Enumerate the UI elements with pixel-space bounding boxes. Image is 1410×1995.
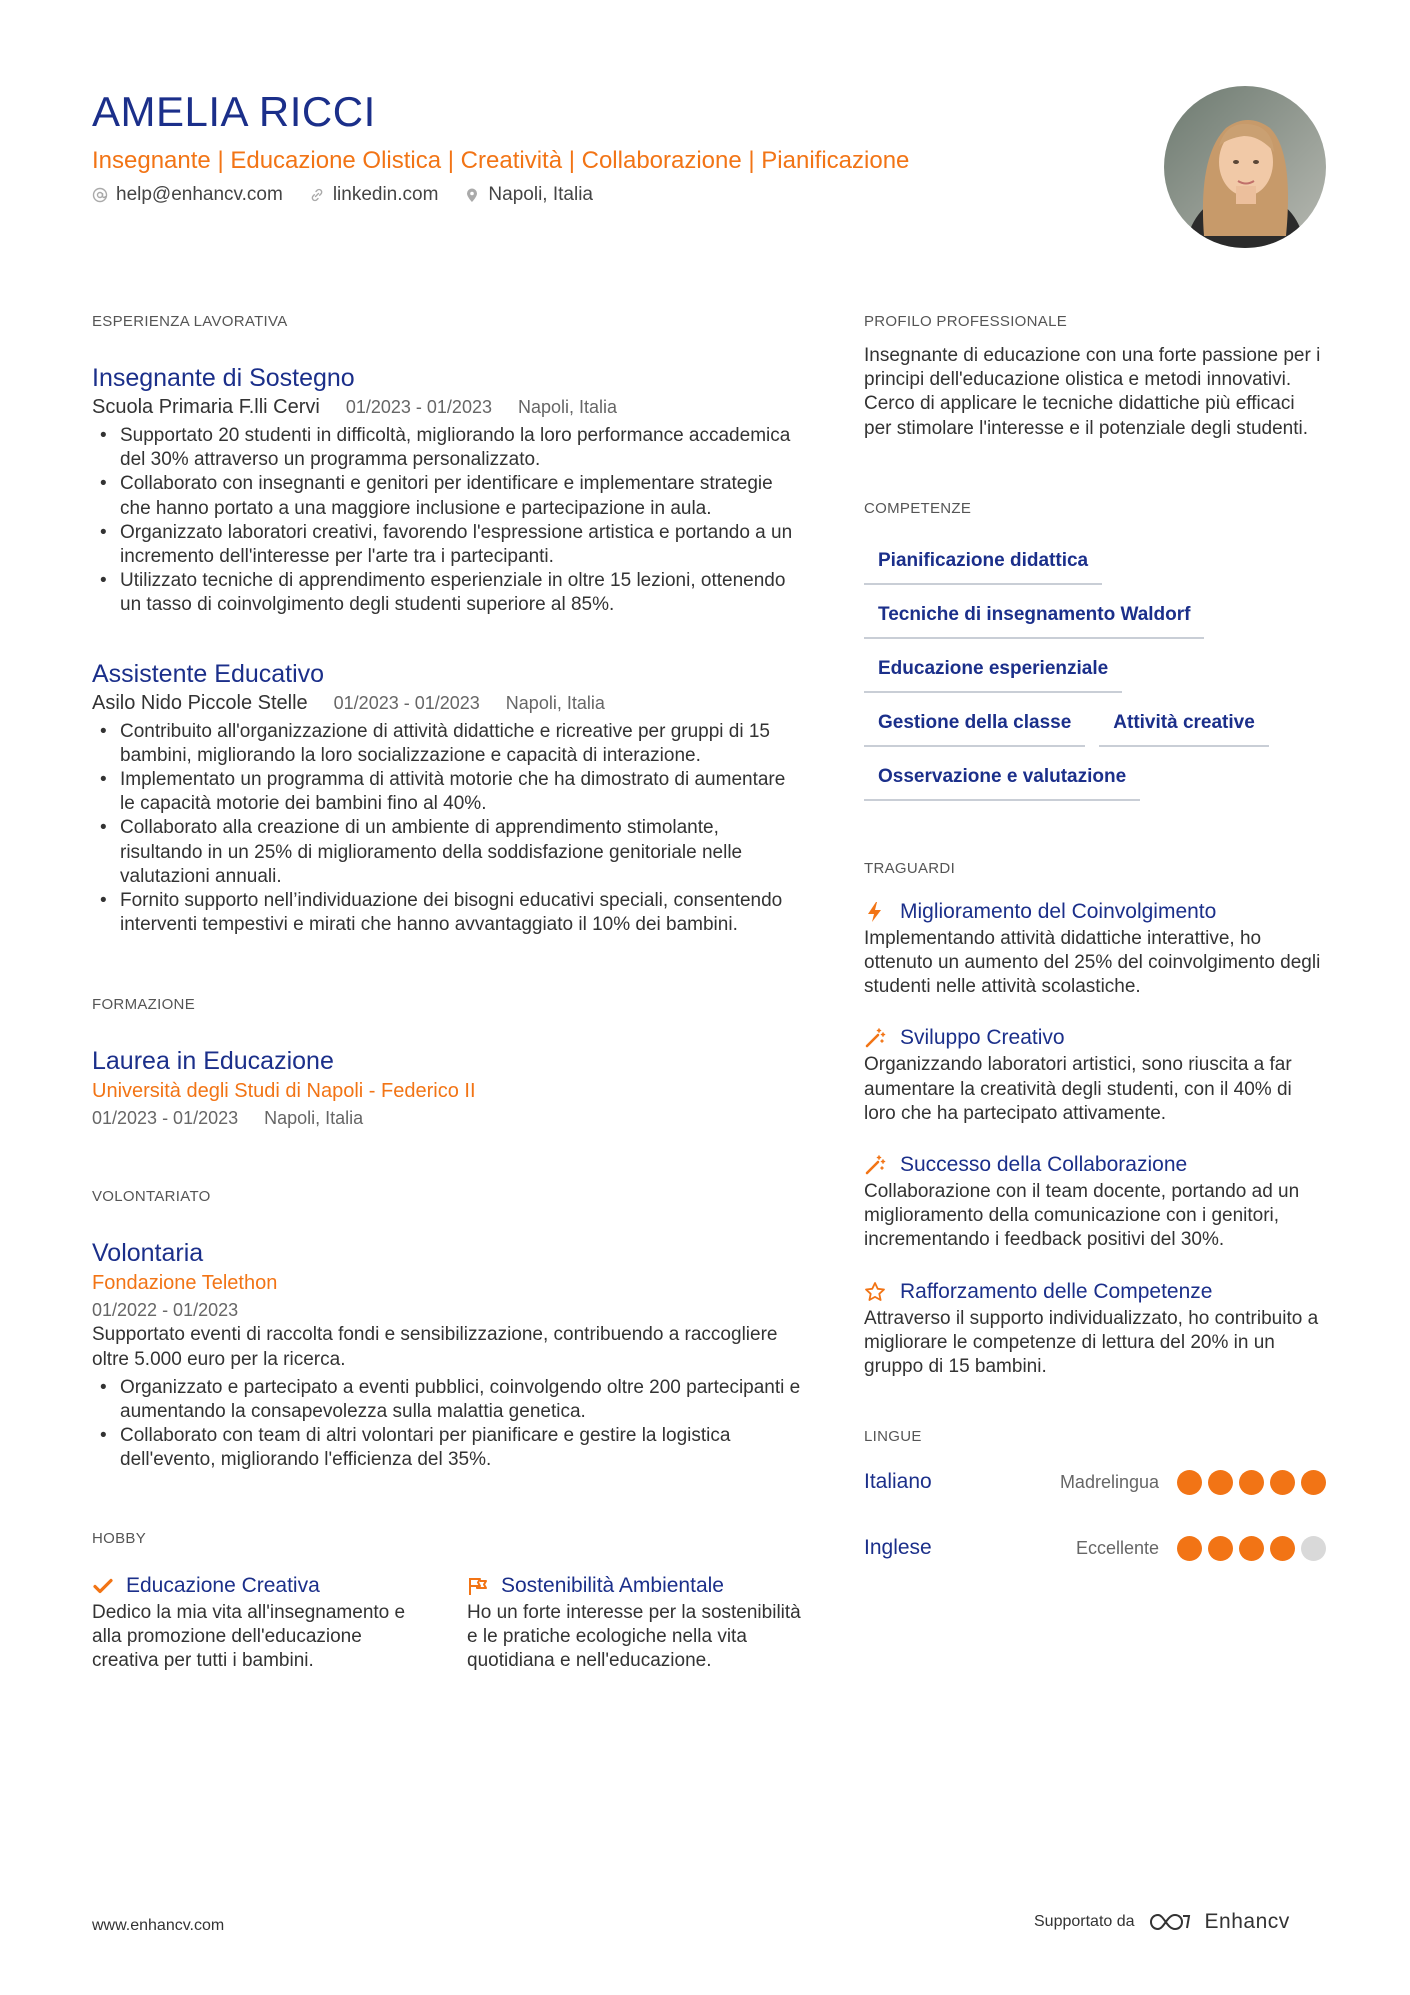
hobby-item <box>92 1571 427 1674</box>
footer-website[interactable]: www.enhancv.com <box>92 1917 225 1934</box>
achievement-text: Attraverso il supporto individualizzato, ho contribuito a migliorare le competenze di lettura del 20% in un gruppo di 15 bambini. <box>864 1307 1319 1378</box>
profile-title: PROFILO PROFESSIONALE <box>864 313 1068 330</box>
education-degree: Laurea in Educazione <box>92 1047 334 1076</box>
skills-list <box>864 539 1326 809</box>
location-pin-icon <box>464 187 480 203</box>
achievement-item <box>864 1277 1326 1380</box>
bullet-item: • Organizzato e partecipato a eventi pubblici, coinvolgendo oltre 200 partecipanti e aumentando la consapevolezza sulla malattia genetica. <box>92 1376 802 1424</box>
achievement-title: Successo della Collaborazione <box>900 1153 1188 1177</box>
rating-dot-empty <box>1301 1536 1326 1561</box>
hobby-header <box>92 1571 427 1601</box>
job-company: Asilo Nido Piccole Stelle <box>92 691 308 714</box>
resume-header <box>92 86 1092 206</box>
job-bullets <box>92 720 802 938</box>
skills-title: COMPETENZE <box>864 499 972 517</box>
job-role: Assistente Educativo <box>92 659 325 688</box>
candidate-name: AMELIA RICCI <box>92 88 376 135</box>
achievement-title: Miglioramento del Coinvolgimento <box>900 899 1217 923</box>
achievement-item <box>864 1023 1326 1126</box>
hobby-text: Dedico la mia vita all'insegnamento e alla promozione dell'educazione creativa per tutti i bambini. <box>92 1601 406 1672</box>
email-text: help@enhancv.com <box>116 184 283 205</box>
contact-location <box>464 184 593 206</box>
volunteering-bullets <box>92 1376 802 1473</box>
language-level: Madrelingua <box>1059 1471 1159 1492</box>
magic-wand-icon <box>864 1154 886 1176</box>
skill-tag: Tecniche di insegnamento Waldorf <box>864 593 1204 639</box>
experience-section <box>92 312 802 937</box>
bullet-item: • Contribuito all'organizzazione di attività didattiche e ricreative per gruppi di 15 bambini, migliorando la loro socializzazione e capacità di interazione. <box>92 720 802 768</box>
languages-title: LINGUE <box>864 1428 922 1446</box>
language-row <box>864 1467 1326 1497</box>
profile-photo <box>1164 86 1326 248</box>
language-name: Italiano <box>864 1470 932 1494</box>
contact-info <box>92 184 1092 206</box>
candidate-tagline: Insegnante | Educazione Olistica | Creatività | Collaborazione | Pianificazione <box>92 147 910 174</box>
achievement-header <box>864 1277 1326 1307</box>
education-dates: 01/2023 - 01/2023 <box>92 1108 239 1129</box>
skill-tag: Osservazione e valutazione <box>864 755 1140 801</box>
bullet-item: • Collaborato alla creazione di un ambiente di apprendimento stimolante, risultando in un 25% di miglioramento della soddisfazione genitoriale nelle valutazioni annuali. <box>92 816 802 889</box>
education-section <box>92 995 802 1131</box>
rating-dot-filled <box>1239 1536 1264 1561</box>
rating-dot-filled <box>1177 1536 1202 1561</box>
job-entry <box>92 658 802 938</box>
job-dates: 01/2023 - 01/2023 <box>333 692 480 713</box>
brand-name: Enhancv <box>1204 1910 1290 1933</box>
hobby-section <box>92 1529 802 1674</box>
achievement-item <box>864 897 1326 1000</box>
skill-tag: Educazione esperienziale <box>864 647 1122 693</box>
achievement-item <box>864 1150 1326 1253</box>
linkedin-text: linkedin.com <box>332 184 439 205</box>
magic-wand-icon <box>864 1027 886 1049</box>
job-location: Napoli, Italia <box>505 692 605 713</box>
bolt-icon <box>864 901 886 923</box>
achievements-section <box>864 859 1326 1379</box>
enhancv-logo-icon <box>1147 1910 1193 1934</box>
language-row <box>864 1533 1326 1563</box>
skills-section <box>864 499 1326 809</box>
rating-dot-filled <box>1270 1470 1295 1495</box>
achievement-text: Collaborazione con il team docente, portando ad un miglioramento della comunicazione con i genitori, incrementando i feedback positivi del 30%. <box>864 1181 1300 1251</box>
hobby-text: Ho un forte interesse per la sostenibilità e le pratiche ecologiche nella vita quotidiana e nell'educazione. <box>467 1601 801 1672</box>
language-level: Eccellente <box>1075 1537 1159 1558</box>
contact-linkedin[interactable] <box>309 184 439 206</box>
footer-branding <box>1034 1910 1290 1934</box>
hobby-name: Sostenibilità Ambientale <box>501 1573 724 1597</box>
flag-icon <box>467 1575 489 1597</box>
job-role: Insegnante di Sostegno <box>92 364 355 392</box>
achievement-title: Rafforzamento delle Competenze <box>900 1279 1213 1303</box>
hobby-list <box>92 1571 802 1674</box>
education-location: Napoli, Italia <box>264 1108 364 1129</box>
language-rating <box>1177 1470 1326 1495</box>
languages-section <box>864 1427 1326 1563</box>
skill-tag: Attività creative <box>1099 701 1269 747</box>
rating-dot-filled <box>1239 1470 1264 1495</box>
star-icon <box>864 1281 886 1303</box>
volunteering-dates: 01/2022 - 01/2023 <box>92 1300 239 1321</box>
achievement-header <box>864 1150 1326 1180</box>
job-location: Napoli, Italia <box>517 397 618 417</box>
bullet-item: • Supportato 20 studenti in difficoltà, migliorando la loro performance accademica del 30% attraverso un programma personalizzato. <box>92 424 802 472</box>
achievement-header <box>864 897 1326 927</box>
education-school: Università degli Studi di Napoli - Federico II <box>92 1080 476 1103</box>
bullet-item: • Collaborato con team di altri volontari per pianificare e gestire la logistica dell'evento, migliorando l'efficienza del 35%. <box>92 1424 802 1472</box>
experience-title: ESPERIENZA LAVORATIVA <box>92 313 288 330</box>
achievements-title: TRAGUARDI <box>864 859 956 877</box>
job-company: Scuola Primaria F.lli Cervi <box>92 396 320 418</box>
check-icon <box>92 1575 114 1597</box>
job-entry <box>92 362 802 618</box>
volunteering-org: Fondazione Telethon <box>92 1272 278 1295</box>
bullet-item: • Collaborato con insegnanti e genitori per identificare e implementare strategie che hanno portato a una maggiore inclusione e partecipazione in aula. <box>92 472 802 520</box>
education-meta <box>92 1105 802 1131</box>
hobby-item <box>467 1571 802 1674</box>
rating-dot-filled <box>1208 1536 1233 1561</box>
contact-email[interactable] <box>92 184 283 206</box>
job-meta <box>92 394 802 420</box>
hobby-name: Educazione Creativa <box>126 1573 320 1597</box>
language-name: Inglese <box>864 1536 932 1560</box>
at-icon <box>92 187 108 203</box>
achievement-text: Implementando attività didattiche interattive, ho ottenuto un aumento del 25% del coinvolgimento degli studenti nelle attività scolastiche. <box>864 927 1321 998</box>
rating-dot-filled <box>1208 1470 1233 1495</box>
job-bullets <box>92 424 802 618</box>
hobby-header <box>467 1571 802 1601</box>
achievement-header <box>864 1023 1326 1053</box>
volunteering-section <box>92 1187 802 1472</box>
right-column <box>864 312 1326 1563</box>
education-title: FORMAZIONE <box>92 996 195 1014</box>
achievement-text: Organizzando laboratori artistici, sono riuscita a far aumentare la creatività degli studenti, con il 40% di loro che ha partecipato attivamente. <box>864 1054 1292 1124</box>
job-meta <box>92 690 802 716</box>
rating-dot-filled <box>1301 1470 1326 1495</box>
rating-dot-filled <box>1270 1536 1295 1561</box>
skill-tag: Gestione della classe <box>864 701 1085 747</box>
skill-tag: Pianificazione didattica <box>864 539 1102 585</box>
bullet-item: • Implementato un programma di attività motorie che ha dimostrato di aumentare le capacità motorie dei bambini fino al 40%. <box>92 768 802 816</box>
left-column <box>92 312 802 1673</box>
volunteering-summary: Supportato eventi di raccolta fondi e sensibilizzazione, contribuendo a raccogliere oltre 5.000 euro per la ricerca. <box>92 1324 778 1370</box>
job-dates: 01/2023 - 01/2023 <box>345 397 492 417</box>
profile-section <box>864 312 1326 441</box>
achievement-title: Sviluppo Creativo <box>900 1026 1065 1050</box>
hobby-title: HOBBY <box>92 1529 147 1547</box>
bullet-item: • Fornito supporto nell’individuazione dei bisogni educativi speciali, consentendo interventi tempestivi e mirati che hanno avvantaggiato il 10% dei bambini. <box>92 889 802 937</box>
rating-dot-filled <box>1177 1470 1202 1495</box>
language-rating <box>1177 1536 1326 1561</box>
volunteering-role: Volontaria <box>92 1239 204 1268</box>
volunteering-title: VOLONTARIATO <box>92 1188 211 1206</box>
link-icon <box>309 187 325 203</box>
bullet-item: • Organizzato laboratori creativi, favorendo l'espressione artistica e portando a un incremento dell'interesse per l'arte tra i partecipanti. <box>92 521 802 569</box>
profile-text: Insegnante di educazione con una forte passione per i principi dell'educazione olistica e metodi innovativi. Cerco di applicare le tecniche didattiche più efficaci per stimolare l'interesse e il potenziale degli studenti. <box>864 345 1321 439</box>
powered-by-text: Supportato da <box>1034 1913 1135 1930</box>
location-text: Napoli, Italia <box>488 184 593 205</box>
bullet-item: • Utilizzato tecniche di apprendimento esperienziale in oltre 15 lezioni, ottenendo un tasso di coinvolgimento degli studenti superiore al 85%. <box>92 569 802 617</box>
